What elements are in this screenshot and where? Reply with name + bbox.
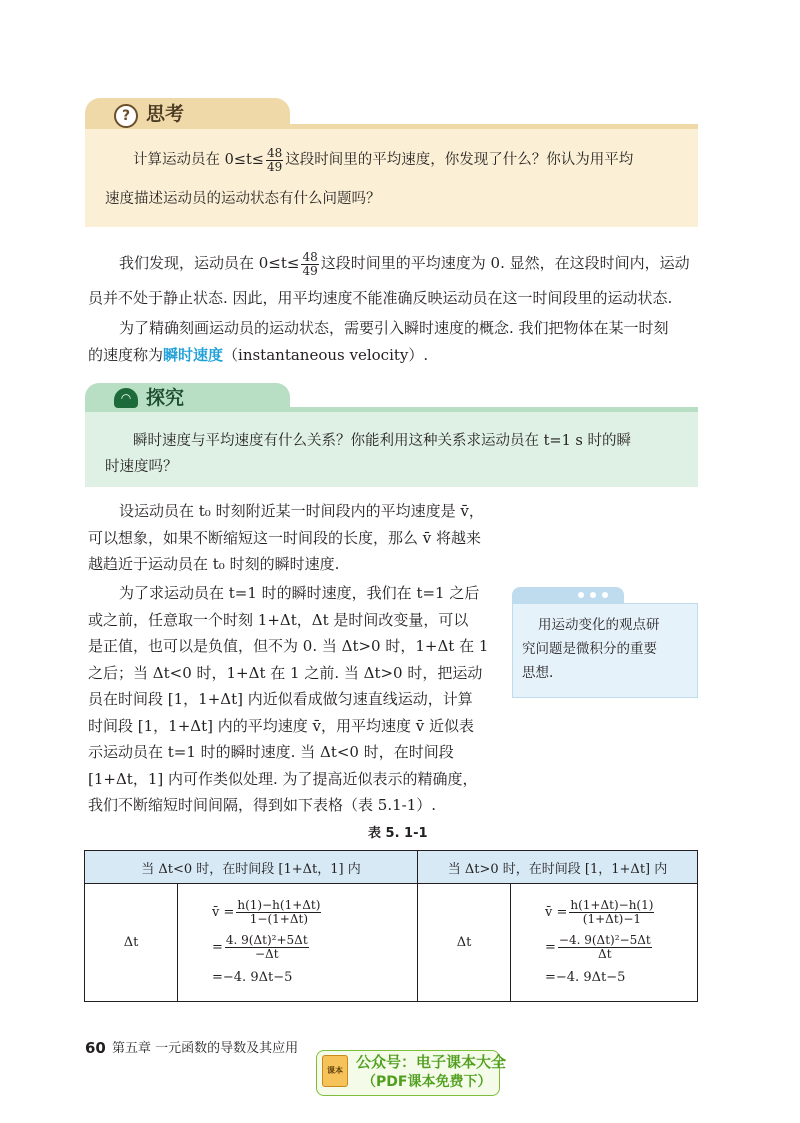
watermark-line2: （PDF课本免费下） bbox=[362, 1074, 492, 1090]
chapter-title: 第五章 一元函数的导数及其应用 bbox=[112, 1041, 299, 1056]
table-header-left: 当 Δt<0 时，在时间段 [1+Δt，1] 内 bbox=[85, 851, 418, 884]
paragraph-1-line2: 员并不处于静止状态. 因此，用平均速度不能准确反映运动员在这一时间段里的运动状态. bbox=[88, 289, 673, 307]
think-question-line1: 计算运动员在 0≤t≤ $\frac{48}{49}$ 这段时间里的平均速度，你发现了什么？你认为用平均 bbox=[133, 145, 634, 174]
paragraph-4-line: 为了求运动员在 t=1 时的瞬时速度，我们在 t=1 之后 bbox=[119, 584, 480, 602]
table-5-1-1 bbox=[84, 850, 698, 1002]
think-fraction: $\frac{48}{49}$ bbox=[266, 145, 283, 174]
paragraph-4-line: 或之前，任意取一个时刻 1+Δt，Δt 是时间改变量，可以 bbox=[88, 610, 469, 629]
paragraph-4-line: 我们不断缩短时间间隔，得到如下表格（表 5.1-1）. bbox=[88, 796, 437, 814]
table-header-right: 当 Δt>0 时，在时间段 [1，1+Δt] 内 bbox=[418, 851, 698, 884]
explore-title: 探究 bbox=[146, 387, 185, 409]
side-note-dot bbox=[590, 592, 596, 598]
book-logo-icon: 课本 bbox=[322, 1055, 348, 1087]
paragraph-4-line: 之后；当 Δt<0 时，1+Δt 在 1 之前. 当 Δt>0 时，把运动 bbox=[88, 663, 483, 682]
paragraph-3 bbox=[88, 498, 508, 578]
page-number: 60 bbox=[85, 1039, 106, 1057]
question-icon: ? bbox=[114, 104, 138, 128]
table-caption: 表 5. 1-1 bbox=[368, 826, 428, 841]
side-note-dot bbox=[578, 592, 584, 598]
paragraph-1-line1: 我们发现，运动员在 0≤t≤ $\frac{48}{49}$ 这段时间里的平均速度为 0. 显然，在这段时间内，运动 bbox=[119, 249, 690, 278]
paragraph-2-line2: 的速度称为瞬时速度（instantaneous velocity）. bbox=[88, 346, 429, 364]
para1-fraction: $\frac{48}{49}$ bbox=[302, 249, 318, 278]
think-title: 思考 bbox=[146, 103, 185, 125]
explore-gauge-icon: ◠ bbox=[114, 388, 138, 408]
table-cell-left-var: Δt bbox=[85, 884, 178, 1002]
term-instantaneous-velocity: 瞬时速度 bbox=[163, 346, 224, 364]
paragraph-4-line: 时间段 [1，1+Δt] 内的平均速度 v̄，用平均速度 v̄ 近似表 bbox=[88, 716, 475, 735]
table-cell-left-formula: v̄ = $\frac{h(1)-h(1+\Delta t)}{1-(1+\Delta t)}$ = $\frac{\text{4. 9(Δt)²+5Δt}}{-\Delta t}$ =−4. 9Δt−5 bbox=[178, 884, 418, 1002]
paragraph-4-line: 示运动员在 t=1 时的瞬时速度. 当 Δt<0 时，在时间段 bbox=[88, 743, 454, 761]
watermark-line1: 公众号：电子课本大全 bbox=[356, 1053, 507, 1071]
paragraph-3-line: 越趋近于运动员在 t₀ 时刻的瞬时速度. bbox=[88, 555, 340, 573]
paragraph-4-line: 员在时间段 [1，1+Δt] 内近似看成做匀速直线运动，计算 bbox=[88, 690, 473, 708]
side-note-text: 用运动变化的观点研 究问题是微积分的重要 思想. bbox=[522, 617, 660, 681]
paragraph-3-line: 可以想象，如果不断缩短这一时间段的长度，那么 v̄ 将越来 bbox=[88, 528, 482, 547]
paragraph-4-line: 是正值，也可以是负值，但不为 0. 当 Δt>0 时，1+Δt 在 1 bbox=[88, 637, 489, 655]
table-cell-right-formula: v̄ = $\frac{h(1+\Delta t)-h(1)}{(1+\Delta t)-1}$ = $\frac{\text{−4. 9(Δt)²−5Δt}}{\Delta t}$ =−4. 9Δt−5 bbox=[511, 884, 698, 1002]
paragraph-4 bbox=[88, 580, 508, 819]
explore-question-line1: 瞬时速度与平均速度有什么关系？你能利用这种关系求运动员在 t=1 s 时的瞬 bbox=[133, 433, 631, 449]
paragraph-4-line: [1+Δt，1] 内可作类似处理. 为了提高近似表示的精确度， bbox=[88, 769, 478, 788]
explore-question-line2: 时速度吗？ bbox=[105, 459, 178, 475]
think-question-line2: 速度描述运动员的运动状态有什么问题吗？ bbox=[105, 191, 381, 207]
table-cell-right-var: Δt bbox=[418, 884, 511, 1002]
paragraph-2-line1: 为了精确刻画运动员的运动状态，需要引入瞬时速度的概念. 我们把物体在某一时刻 bbox=[119, 319, 669, 337]
paragraph-3-line: 设运动员在 t₀ 时刻附近某一时间段内的平均速度是 v̄， bbox=[119, 502, 484, 520]
side-note-dot bbox=[602, 592, 608, 598]
